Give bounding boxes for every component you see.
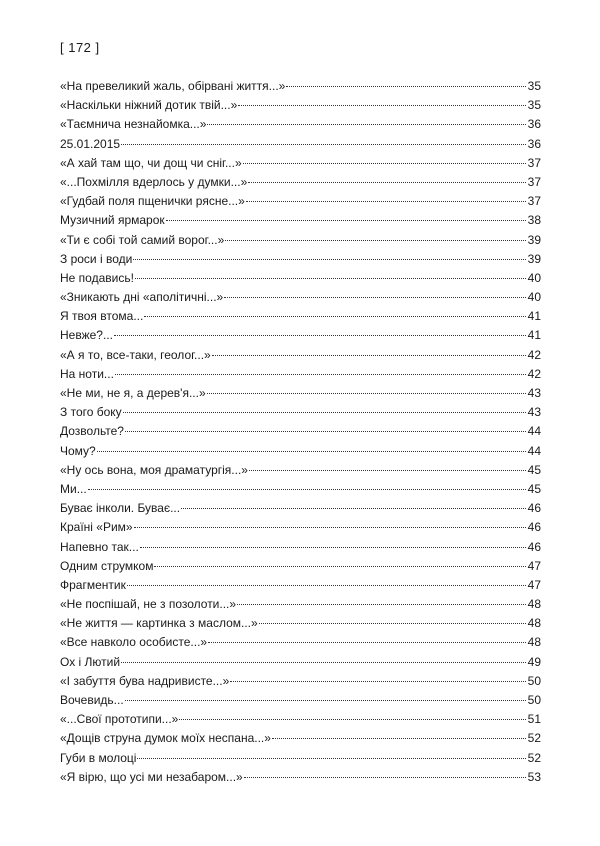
- toc-entry-page: 46: [527, 501, 541, 516]
- toc-entry-page: 44: [527, 424, 541, 439]
- toc-entry-page: 39: [527, 232, 541, 247]
- toc-entry-title: Дозвольте?: [60, 424, 124, 439]
- toc-dot-leader: [225, 240, 526, 241]
- toc-dot-leader: [243, 163, 526, 164]
- toc-dot-leader: [224, 297, 526, 298]
- toc-dot-leader: [144, 316, 526, 317]
- toc-entry-title: «Я вірю, що усі ми незабаром...»: [60, 769, 243, 784]
- toc-entry-page: 41: [527, 309, 541, 324]
- toc-entry-title: «А хай там що, чи дощ чи сніг...»: [60, 155, 242, 170]
- toc-entry-page: 41: [527, 328, 541, 343]
- toc-entry-page: 40: [527, 270, 541, 285]
- toc-entry-page: 42: [527, 347, 541, 362]
- toc-entry-title: «Ну ось вона, моя драматургія...»: [60, 462, 248, 477]
- toc-dot-leader: [114, 335, 526, 336]
- toc-entry-title: Ми...: [60, 481, 87, 496]
- toc-dot-leader: [272, 738, 526, 739]
- toc-entry: [60, 653, 541, 672]
- toc-dot-leader: [179, 719, 526, 720]
- toc-dot-leader: [249, 470, 526, 471]
- toc-dot-leader: [135, 278, 526, 279]
- toc-entry: [60, 576, 541, 595]
- toc-entry-page: 50: [527, 673, 541, 688]
- toc-entry: [60, 269, 541, 288]
- toc-entry: [60, 422, 541, 441]
- toc-entry-title: На ноти...: [60, 366, 114, 381]
- toc-entry-title: Напевно так...: [60, 539, 139, 554]
- table-of-contents: [60, 77, 541, 787]
- toc-dot-leader: [248, 182, 526, 183]
- toc-entry-page: 45: [527, 462, 541, 477]
- toc-dot-leader: [134, 527, 526, 528]
- toc-entry-title: Чому?: [60, 443, 96, 458]
- toc-entry-title: «...Свої прототипи...»: [60, 712, 179, 727]
- toc-entry-title: Губи в молоці: [60, 750, 137, 765]
- toc-entry: [60, 538, 541, 557]
- toc-entry: [60, 346, 541, 365]
- toc-entry-title: З того боку: [60, 405, 122, 420]
- toc-entry-title: Невже?...: [60, 328, 113, 343]
- toc-entry-title: «А я то, все-таки, геолог...»: [60, 347, 211, 362]
- toc-entry-page: 45: [527, 481, 541, 496]
- toc-entry-page: 40: [527, 290, 541, 305]
- toc-entry-title: «Не життя — картинка з маслом...»: [60, 616, 258, 631]
- toc-entry: [60, 749, 541, 768]
- toc-entry-title: «Таємнича незнайомка...»: [60, 117, 207, 132]
- toc-entry-title: «Гудбай поля пщенички рясне...»: [60, 194, 245, 209]
- toc-dot-leader: [246, 201, 526, 202]
- toc-dot-leader: [125, 700, 526, 701]
- toc-entry-page: 48: [527, 616, 541, 631]
- toc-entry-title: «Ти є собі той самий ворог...»: [60, 232, 225, 247]
- toc-entry: [60, 326, 541, 345]
- toc-dot-leader: [127, 585, 526, 586]
- page-number: [ 172 ]: [60, 40, 100, 55]
- toc-dot-leader: [97, 451, 526, 452]
- toc-entry-page: 43: [527, 386, 541, 400]
- toc-entry-title: Ох і Лютий: [60, 654, 121, 669]
- toc-entry-title: «Все навколо особисте...»: [60, 635, 208, 650]
- toc-entry-page: 49: [527, 654, 541, 669]
- toc-entry: [60, 173, 541, 192]
- toc-entry-page: 36: [527, 136, 541, 151]
- toc-entry-title: «Наскільки ніжний дотик твій...»: [60, 98, 238, 113]
- toc-dot-leader: [207, 124, 526, 125]
- toc-entry-page: 47: [527, 577, 541, 592]
- toc-dot-leader: [238, 105, 526, 106]
- toc-entry-page: 44: [527, 443, 541, 458]
- toc-entry-title: Фрагментик: [60, 577, 126, 592]
- toc-dot-leader: [140, 547, 526, 548]
- toc-entry: [60, 442, 541, 461]
- toc-entry-page: 42: [527, 366, 541, 381]
- toc-entry: [60, 135, 541, 154]
- toc-entry: [60, 154, 541, 173]
- toc-entry-page: 47: [527, 558, 541, 573]
- toc-dot-leader: [166, 220, 526, 221]
- toc-dot-leader: [88, 489, 526, 490]
- toc-dot-leader: [207, 393, 526, 394]
- toc-entry-page: 48: [527, 635, 541, 650]
- toc-dot-leader: [244, 777, 526, 778]
- toc-entry-page: 52: [527, 750, 541, 765]
- toc-entry: [60, 231, 541, 250]
- toc-dot-leader: [115, 374, 526, 375]
- toc-dot-leader: [154, 566, 526, 567]
- toc-entry: [60, 768, 541, 787]
- toc-entry: [60, 710, 541, 729]
- toc-entry-page: 46: [527, 520, 541, 535]
- toc-entry-page: 35: [527, 79, 541, 93]
- toc-entry: [60, 518, 541, 537]
- toc-entry-page: 37: [527, 155, 541, 170]
- toc-entry-title: Країні «Рим»: [60, 520, 133, 535]
- toc-dot-leader: [181, 508, 526, 509]
- toc-entry-page: 50: [527, 693, 541, 707]
- toc-entry-page: 36: [527, 117, 541, 132]
- toc-entry-title: «...Похмілля вдерлось у думки...»: [60, 174, 248, 189]
- toc-entry: [60, 96, 541, 115]
- toc-entry-page: 43: [527, 405, 541, 420]
- toc-entry: [60, 595, 541, 614]
- toc-entry-title: Музичний ярмарок: [60, 213, 165, 228]
- toc-entry-title: «Зникають дні «аполітичні...»: [60, 290, 224, 305]
- toc-entry: [60, 480, 541, 499]
- toc-entry-title: Вочевидь...: [60, 693, 124, 707]
- toc-dot-leader: [237, 604, 526, 605]
- toc-entry: [60, 614, 541, 633]
- toc-entry-title: 25.01.2015: [60, 136, 121, 151]
- toc-entry: [60, 557, 541, 576]
- toc-dot-leader: [125, 431, 526, 432]
- toc-entry: [60, 307, 541, 326]
- toc-entry-page: 35: [527, 98, 541, 113]
- toc-dot-leader: [286, 86, 526, 87]
- toc-entry-page: 51: [527, 712, 541, 727]
- toc-entry: [60, 691, 541, 710]
- toc-entry: [60, 461, 541, 480]
- toc-dot-leader: [133, 259, 526, 260]
- toc-dot-leader: [259, 623, 526, 624]
- toc-entry: [60, 672, 541, 691]
- toc-entry: [60, 384, 541, 403]
- toc-entry-title: З роси і води: [60, 251, 133, 266]
- toc-dot-leader: [208, 642, 526, 643]
- toc-entry-title: Буває інколи. Буває...: [60, 501, 181, 516]
- toc-entry-page: 39: [527, 251, 541, 266]
- toc-entry: [60, 115, 541, 134]
- toc-entry: [60, 192, 541, 211]
- toc-entry: [60, 729, 541, 748]
- toc-entry: [60, 77, 541, 96]
- toc-entry-page: 38: [527, 213, 541, 228]
- toc-entry-title: «Не поспішай, не з позолоти...»: [60, 597, 237, 612]
- toc-entry-page: 52: [527, 731, 541, 746]
- toc-entry: [60, 365, 541, 384]
- toc-entry-title: Я твоя втома...: [60, 309, 144, 324]
- toc-entry-page: 53: [527, 769, 541, 784]
- toc-entry-page: 48: [527, 597, 541, 612]
- toc-dot-leader: [121, 144, 526, 145]
- toc-entry: [60, 403, 541, 422]
- toc-entry-title: «На превеликий жаль, обірвані життя...»: [60, 79, 286, 93]
- toc-entry-page: 37: [527, 194, 541, 209]
- toc-dot-leader: [121, 662, 526, 663]
- toc-dot-leader: [230, 681, 526, 682]
- toc-entry: [60, 633, 541, 652]
- toc-entry-page: 37: [527, 174, 541, 189]
- toc-entry: [60, 288, 541, 307]
- toc-entry-title: Одним струмком: [60, 558, 154, 573]
- toc-entry-title: Не подавись!: [60, 270, 134, 285]
- toc-entry: [60, 211, 541, 230]
- toc-dot-leader: [137, 758, 526, 759]
- toc-entry-title: «Не ми, не я, а дерев'я...»: [60, 386, 206, 400]
- toc-entry-title: «І забуття бува надривисте...»: [60, 673, 230, 688]
- toc-entry-page: 46: [527, 539, 541, 554]
- toc-entry-title: «Дощів струна думок моїх неспана...»: [60, 731, 271, 746]
- toc-dot-leader: [212, 355, 526, 356]
- toc-entry: [60, 499, 541, 518]
- toc-dot-leader: [123, 412, 526, 413]
- toc-entry: [60, 250, 541, 269]
